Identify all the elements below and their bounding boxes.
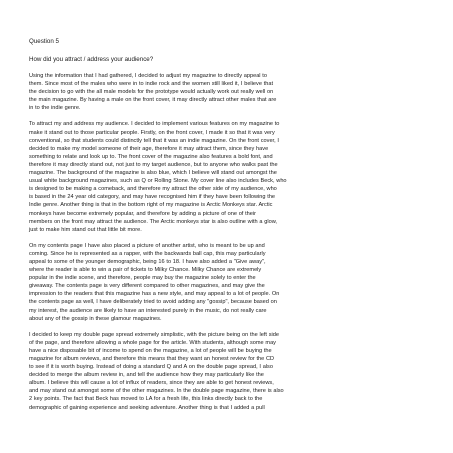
paragraph-2 [29,120,427,233]
paragraph-line: Indie genre. Another thing is that in the bottom right of my magazine is Arctic Monkeys star. Arctic [29,202,273,209]
paragraph-4 [29,331,427,412]
paragraph-line: 2 key points. The fact that Beck has moved to LA for a fresh life, this links directly back to the [29,396,263,403]
paragraph-line: about any of the gossip in these glamour magazines. [29,315,162,322]
paragraph-line: have a nice disposable bit of income to spend on the magazine, a lot of people will be buying the [29,347,272,354]
paragraph-line: appeal to some of the younger demographic, being 16 to 18. I have also added a "Give away", [29,258,266,265]
paragraph-line: I decided to keep my double page spread extremely simplistic, with the picture being on the left side [29,331,279,338]
paragraph-line: just to make him stand out that little bit more. [29,226,142,233]
paragraph-line: On my contents page I have also placed a picture of another artist, who is meant to be up and [29,242,265,249]
paragraph-line: them. Since most of the males who were in to indie rock and the women still liked it, I believe that [29,81,274,88]
question-text: How did you attract / address your audience? [29,56,154,63]
paragraph-line: decided to merge the album review in, and tell the audience how they may particularly like the [29,372,264,379]
paragraph-line: coming. Since he is represented as a rapper, with the backwards ball cap, this may particularly [29,250,266,257]
paragraph-line: of the page, and therefore allowing a whole page for the article. With students, although some may [29,339,276,346]
paragraph-line: decided to make my model someone of their age, therefore it may attract them, since they have [29,145,269,152]
paragraph-1 [29,72,427,112]
paragraph-line: the contents page as well, I have deliberately tried to avoid adding any "gossip", because based on [29,299,277,306]
paragraph-line: and may stand out amongst some of the other magazines. In the double page magazine, there is also [29,388,284,395]
paragraph-line: monkeys have become extremely popular, and therefore by adding a picture of one of their [29,210,256,217]
paragraph-line: conventional, so that students could distinctly tell that it was an indie magazine. On the front cover, I [29,137,279,144]
document-heading: Question 5 [29,38,59,45]
paragraph-line: magazine. The background of the magazine is also blue, which I believe will stand out amongst the [29,170,277,177]
paragraph-line: album. I believe this will cause a lot of influx of readers, since they are able to get honest reviews, [29,380,274,387]
paragraph-line: popular in the indie scene, and therefore, people may buy the magazine solely to enter the [29,275,256,282]
paragraph-line: to see if it is worth buying. Instead of doing a standard Q and A on the double page spread, I also [29,364,273,371]
paragraph-line: in to the indie genre. [29,105,81,112]
paragraph-line: magazine for album reviews, and therefore this means that they want an honest review for the CD [29,356,275,362]
paragraph-line: usual white background magazines, such as Q or Rolling Stone. My cover line also includes Beck, who [29,178,287,185]
paragraph-line: demographic of gaining experience and seeking adventure. Another thing is that I added a pull [29,404,265,411]
paragraph-line: the decision to go with the all male models for the prototype would actually work out really well on [29,89,274,96]
paragraph-line: is based in the 24 year old category, and may have recognised him if they have been following the [29,194,276,201]
paragraph-line: where the reader is able to win a pair of tickets to Milky Chance. Milky Chance are extremely [29,267,262,274]
paragraph-line: my interest, the audience are likely to have an interested purely in the music, do not really care [29,307,267,314]
paragraph-line: Using the information that I had gathered, I decided to adjust my magazine to directly appeal to [29,73,267,79]
paragraph-line: members on the front may attract the audience. The Arctic monkeys star is also outline with a glow, [29,218,277,225]
paragraph-line: impression to the readers that this magazine has a new style, and may appeal to a lot of people. On [29,291,280,298]
paragraph-line: make it stand out to those particular people. Firstly, on the front cover, I made it so that it was very [29,129,275,136]
paragraph-line: giveaway. The contents page is very different compared to other magazines, and may give the [29,283,265,290]
paragraph-line: something to relate and look up to. The front cover of the magazine also features a bold font, and [29,153,273,160]
paragraph-line: the main magazine. By having a male on the front cover, it may directly attract other males that are [29,97,277,104]
document-page [29,38,427,420]
paragraph-line: therefore it may directly stand out, not just to my target audience, but to anyone who walks past the [29,161,278,168]
paragraph-line: To attract my and address my audience. I decided to implement various features on my magazine to [29,121,280,128]
paragraph-3 [29,242,427,323]
paragraph-line: is designed to be making a comeback, and therefore my attract the other side of my audience, who [29,186,277,193]
